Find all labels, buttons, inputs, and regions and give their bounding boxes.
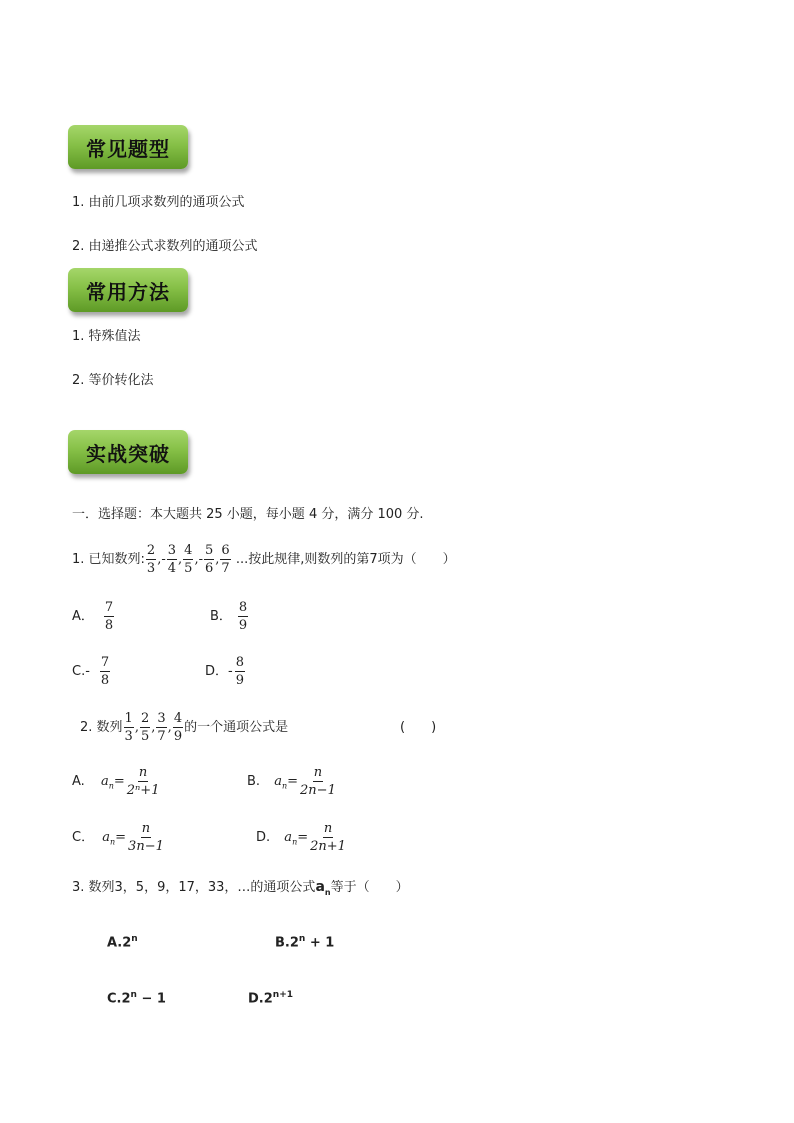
q1-seq-term-5: $\frac{6}{7}$: [221, 543, 230, 576]
q1-prefix: 1. 已知数列:: [72, 552, 145, 567]
q1-seq-term-3: $\frac{4}{5}$: [184, 543, 193, 576]
q3-option-b: $B.2^n + 1$: [275, 934, 335, 951]
q1-option-d: D．- $\frac{8}{9}$: [205, 655, 244, 688]
q1-option-a: A． $\frac{7}{8}$: [72, 600, 114, 633]
q2-option-c: C． $a_n=$ $\frac{n}{3n-1}$: [72, 821, 164, 854]
q1-seq-term-2: $\frac{3}{4}$: [167, 543, 177, 576]
q1-seq-term-4: $\frac{5}{6}$: [204, 543, 214, 576]
q2-option-a: A. $a_n=$ $\frac{n}{\text{2ⁿ+1}}$: [72, 765, 160, 798]
type-item-1: 1. 由前几项求数列的通项公式: [72, 195, 245, 210]
q1-option-c: C.- $\frac{7}{8}$: [72, 655, 110, 688]
exam-intro: 一．选择题：本大题共 25 小题，每小题 4 分，满分 100 分.: [72, 507, 424, 522]
q3-option-d: $D.2^{n+1}$: [248, 990, 293, 1007]
method-item-1: 1. 特殊值法: [72, 329, 141, 344]
section-title-practice: 实战突破: [68, 430, 188, 474]
q3-option-c: $C.2^n - 1$: [107, 990, 166, 1007]
q2-option-b: B. $a_n=$ $\frac{n}{2n-1}$: [247, 765, 336, 798]
q1-suffix: ...按此规律,则数列的第7项为（ ）: [235, 552, 456, 567]
section-title-common-types: 常见题型: [68, 125, 188, 169]
question-3: 3. 数列3，5，9，17，33，…的通项公式$a_n$等于（ ）: [72, 879, 409, 897]
question-2: 2. 数列 $\frac{1}{3}$ , $\frac{2}{5}$ , $\frac{3}{7}$ , $\frac{4}{9}$ 的一个通项公式是: [80, 711, 289, 744]
question-1: 1. 已知数列: $\frac{2}{3}$ ,- $\frac{3}{4}$ , $\frac{4}{5}$ ,- $\frac{5}{6}$ , $\frac{6}{7}$ ...按此规律,则数列的第7项为（ ）: [72, 543, 456, 576]
method-item-2: 2. 等价转化法: [72, 373, 154, 388]
q2-answer-paren: ( ): [400, 720, 437, 735]
q1-seq-term-1: $\frac{2}{3}$: [146, 543, 156, 576]
section-title-common-methods: 常用方法: [68, 268, 188, 312]
q1-option-b: B． $\frac{8}{9}$: [210, 600, 248, 633]
type-item-2: 2. 由递推公式求数列的通项公式: [72, 239, 258, 254]
q3-option-a: A.2$^n$: [107, 934, 138, 951]
q2-option-d: D. $a_n=$ $\frac{n}{2n+1}$: [256, 821, 346, 854]
